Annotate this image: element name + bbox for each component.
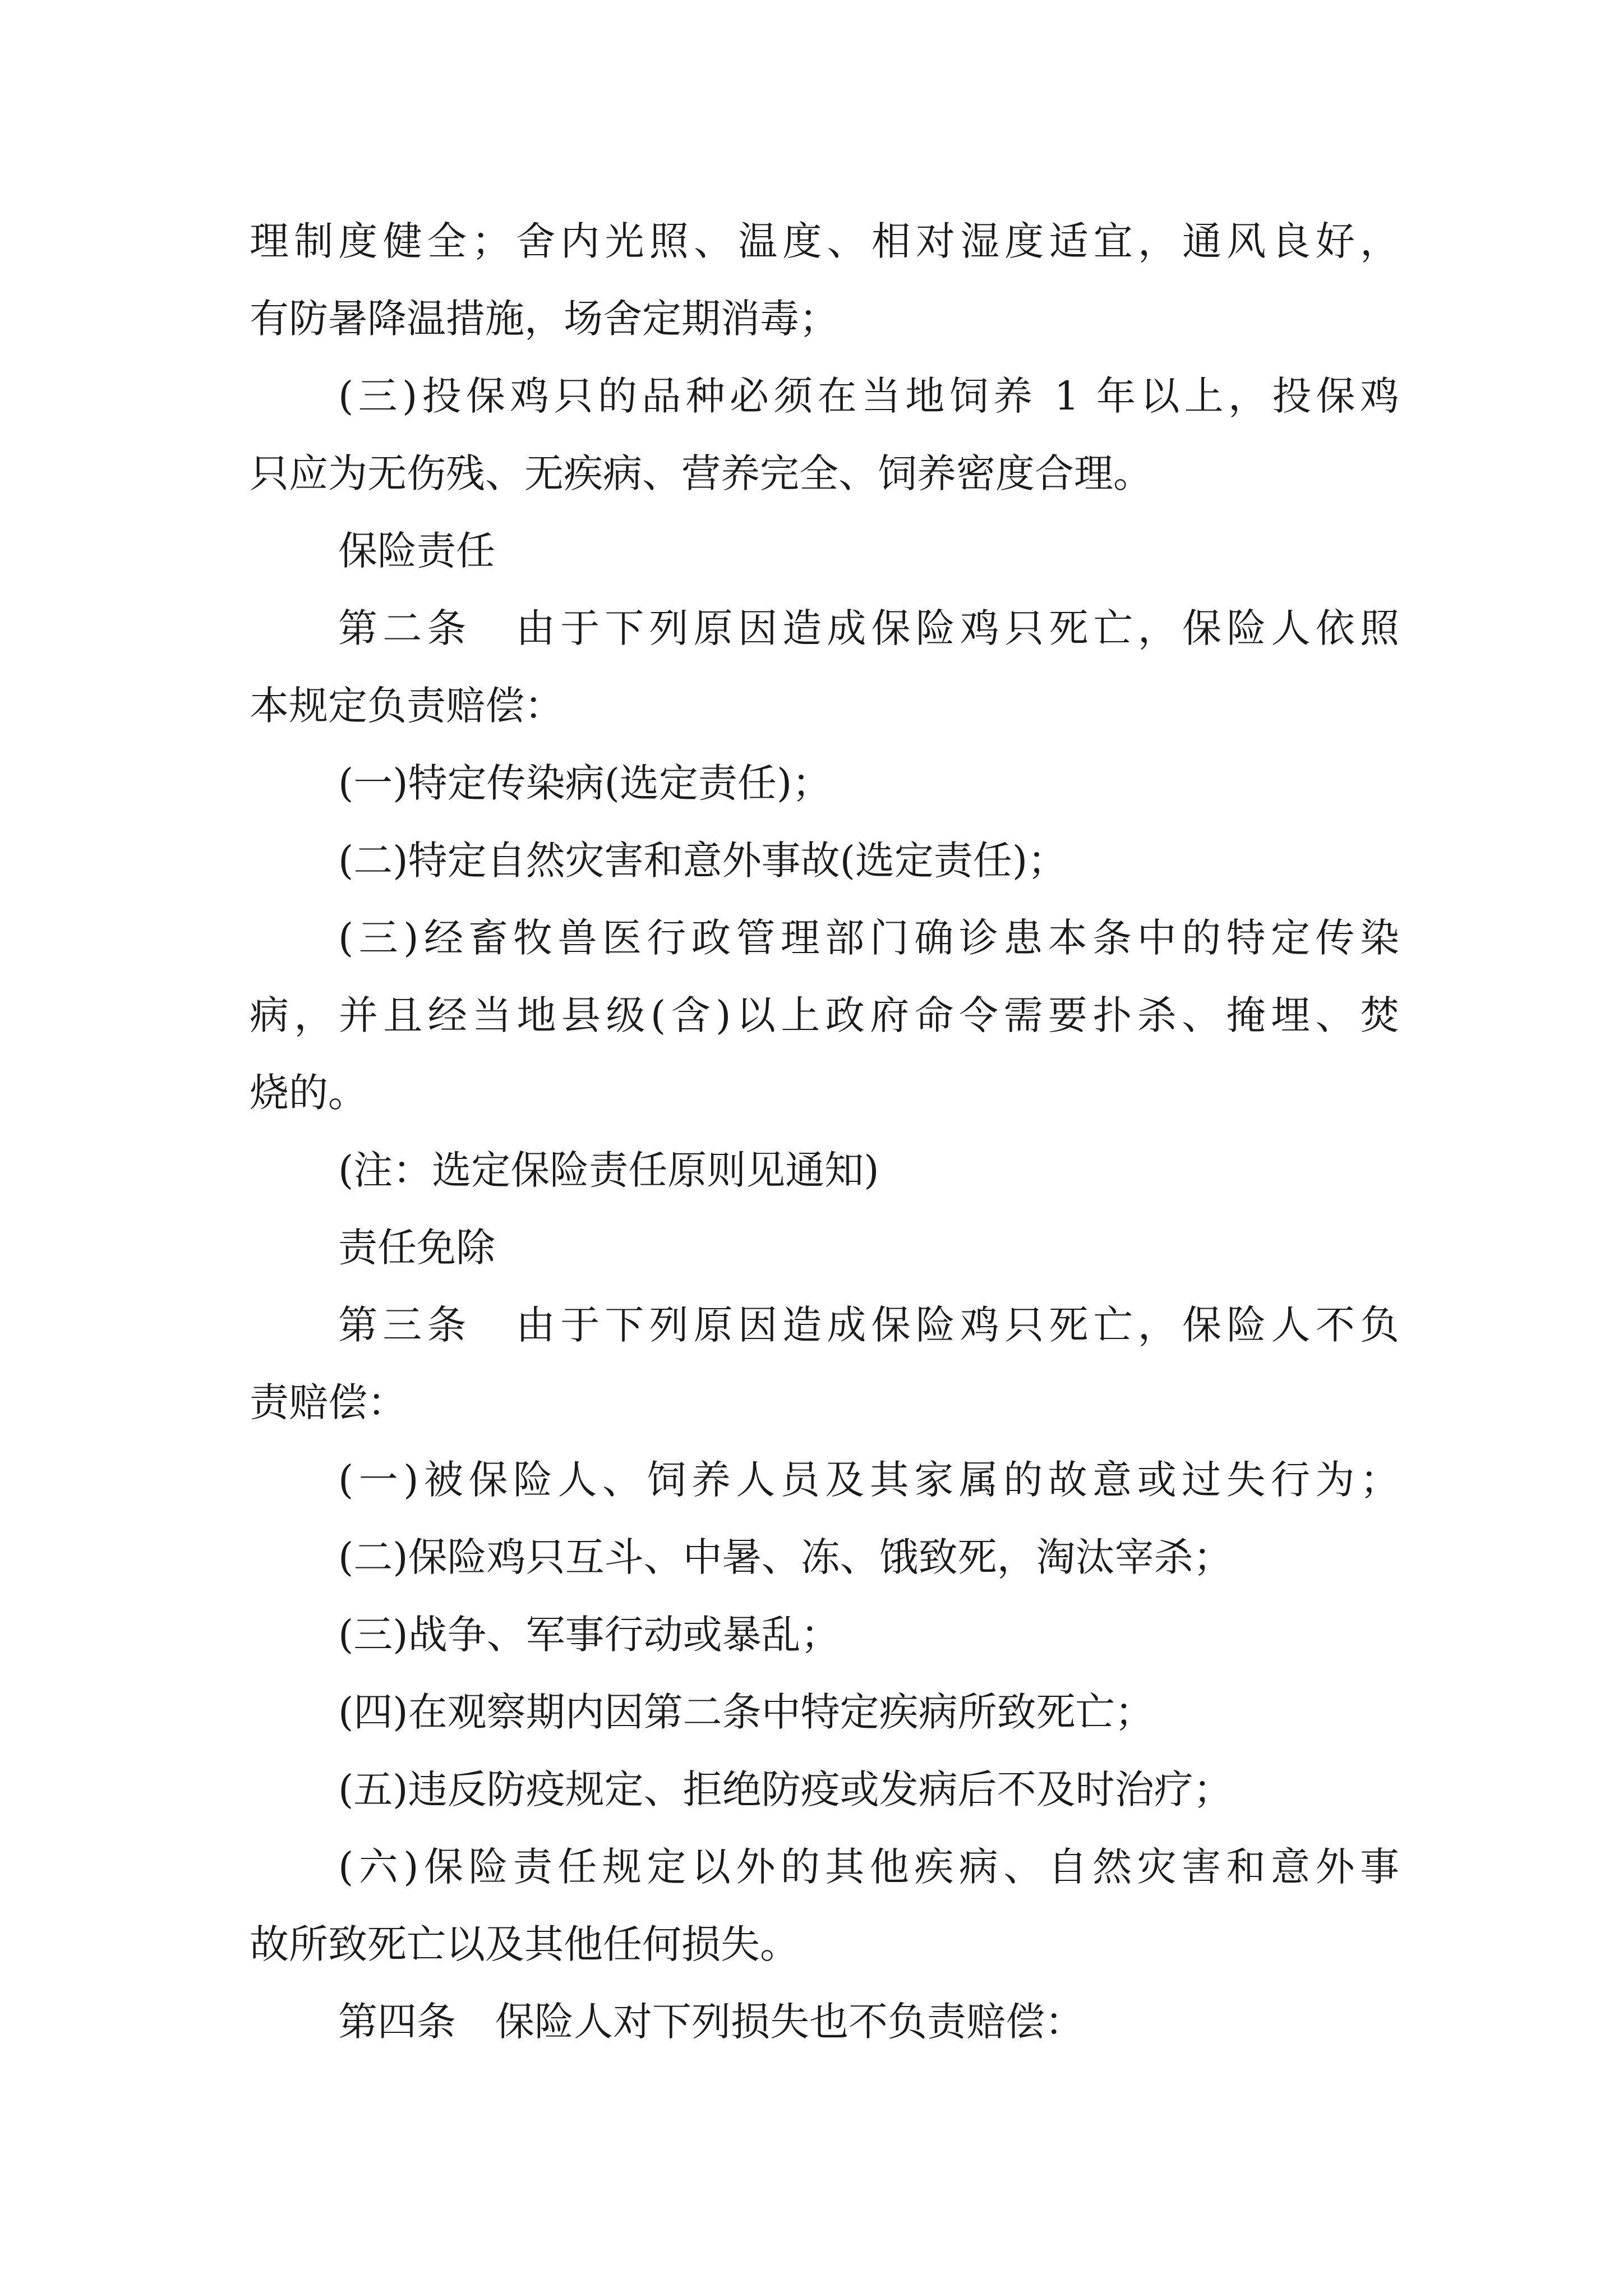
text-line: (四)在观察期内因第二条中特定疾病所致死亡； — [338, 1689, 1154, 1735]
text-line: (注：选定保险责任原则见通知) — [338, 1147, 879, 1193]
section-heading: 责任免除 — [338, 1225, 495, 1271]
text-line: 理制度健全；舍内光照、温度、相对湿度适宜，通风良好， — [250, 218, 1399, 264]
text-line: 第三条 由于下列原因造成保险鸡只死亡，保险人不负 — [338, 1302, 1399, 1348]
section-heading: 保险责任 — [338, 528, 495, 574]
text-line: (三)经畜牧兽医行政管理部门确诊患本条中的特定传染 — [338, 915, 1399, 961]
text-line: 烧的。 — [250, 1070, 367, 1116]
text-line: 只应为无伤残、无疾病、营养完全、饲养密度合理。 — [250, 450, 1152, 496]
text-line: (二)特定自然灾害和意外事故(选定责任)； — [338, 838, 1067, 884]
text-line: (一)特定传染病(选定责任)； — [338, 760, 832, 806]
text-line: 故所致死亡以及其他任何损失。 — [250, 1921, 799, 1967]
text-line: (六)保险责任规定以外的其他疾病、自然灾害和意外事 — [338, 1844, 1399, 1890]
text-line: 病，并且经当地县级(含)以上政府命令需要扑杀、掩埋、焚 — [250, 992, 1399, 1038]
text-line: (三)战争、军事行动或暴乱； — [338, 1612, 840, 1658]
text-line: (五)违反防疫规定、拒绝防疫或发病后不及时治疗； — [338, 1766, 1233, 1812]
text-line: 第二条 由于下列原因造成保险鸡只死亡，保险人依照 — [338, 605, 1399, 651]
text-line: 本规定负责赔偿： — [250, 683, 564, 729]
text-line: 有防暑降温措施，场舍定期消毒； — [250, 296, 838, 342]
text-line: (二)保险鸡只互斗、中暑、冻、饿致死，淘汰宰杀； — [338, 1534, 1233, 1580]
text-line: (三)投保鸡只的品种必须在当地饲养 1 年以上，投保鸡 — [338, 373, 1399, 419]
text-line: 第四条 保险人对下列损失也不负责赔偿： — [338, 1999, 1084, 2045]
text-line: (一)被保险人、饲养人员及其家属的故意或过失行为； — [338, 1457, 1399, 1503]
text-line: 责赔偿： — [250, 1379, 407, 1425]
